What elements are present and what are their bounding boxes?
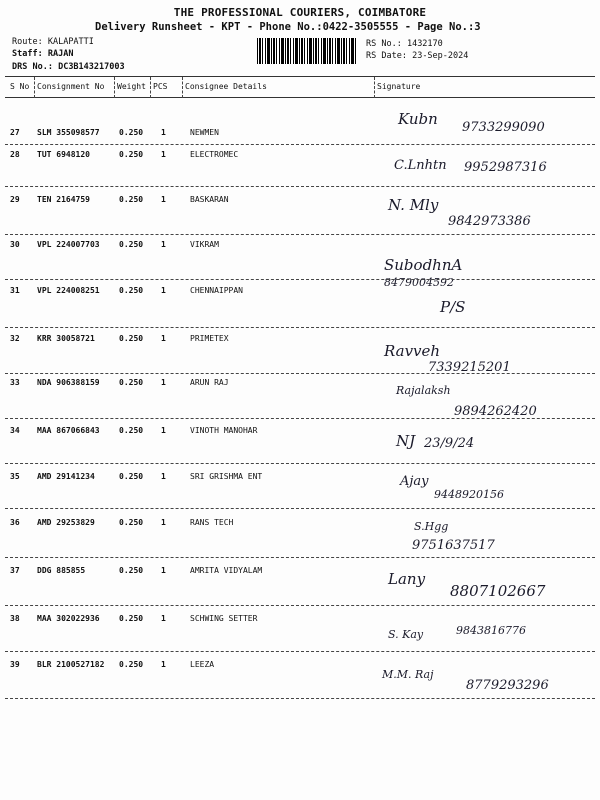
row-consignment-no: TEN 2164759 — [37, 195, 90, 204]
rs-date-info — [366, 51, 468, 61]
row-pcs: 1 — [161, 195, 166, 204]
signature-phone: 9733299090 — [462, 120, 545, 135]
row-consignment-no: VPL 224008251 — [37, 286, 100, 295]
column-divider — [374, 77, 375, 98]
row-sno: 27 — [10, 128, 20, 137]
row-sno: 29 — [10, 195, 20, 204]
row-sno: 34 — [10, 426, 20, 435]
row-consignment-no: MAA 867066843 — [37, 426, 100, 435]
signature-phone: 9751637517 — [412, 538, 495, 553]
rs-no-value: 1432170 — [406, 39, 443, 49]
row-consignment-no: NDA 906388159 — [37, 378, 100, 387]
column-header-weight: Weight — [117, 82, 146, 91]
column-header-consignee: Consignee Details — [185, 82, 267, 91]
row-divider — [5, 186, 595, 187]
row-pcs: 1 — [161, 472, 166, 481]
route-label: Route: — [12, 37, 43, 47]
row-consignee: ELECTROMEC — [190, 150, 239, 159]
row-sno: 31 — [10, 286, 20, 295]
row-consignee: CHENNAIPPAN — [190, 286, 243, 295]
row-weight: 0.250 — [119, 566, 144, 575]
row-pcs: 1 — [161, 240, 166, 249]
row-sno: 38 — [10, 614, 20, 623]
row-consignment-no: AMD 29253829 — [37, 518, 95, 527]
signature-phone: 9842973386 — [448, 214, 531, 229]
row-consignee: AMRITA VIDYALAM — [190, 566, 263, 575]
signature-date: 23/9/24 — [424, 436, 475, 451]
row-weight: 0.250 — [119, 240, 144, 249]
row-divider — [5, 698, 595, 699]
signature: NJ — [396, 432, 416, 450]
row-pcs: 1 — [161, 566, 166, 575]
signature: Ajay — [400, 474, 429, 489]
row-consignment-no: SLM 355098577 — [37, 128, 100, 137]
signature-phone: 9448920156 — [434, 488, 504, 501]
row-pcs: 1 — [161, 334, 166, 343]
signature-phone: 9894262420 — [454, 404, 537, 419]
signature-phone: 8779293296 — [466, 678, 549, 693]
row-pcs: 1 — [161, 150, 166, 159]
row-weight: 0.250 — [119, 614, 144, 623]
row-consignment-no: AMD 29141234 — [37, 472, 95, 481]
row-divider — [5, 144, 595, 145]
row-consignee: RANS TECH — [190, 518, 234, 527]
signature: P/S — [440, 298, 466, 316]
drs-info — [12, 62, 125, 72]
row-sno: 36 — [10, 518, 20, 527]
signature: C.Lnhtn — [394, 158, 447, 173]
row-consignee: PRIMETEX — [190, 334, 229, 343]
row-sno: 39 — [10, 660, 20, 669]
row-weight: 0.250 — [119, 660, 144, 669]
rs-date-label: RS Date: — [366, 51, 407, 61]
row-consignment-no: VPL 224007703 — [37, 240, 100, 249]
row-divider — [5, 508, 595, 509]
row-divider — [5, 605, 595, 606]
signature: Lany — [388, 570, 426, 588]
row-consignee: VIKRAM — [190, 240, 219, 249]
signature: S.Hgg — [414, 520, 449, 533]
row-consignee: LEEZA — [190, 660, 215, 669]
row-divider — [5, 279, 595, 280]
column-header-consignment: Consignment No — [37, 82, 105, 91]
row-consignee: BASKARAN — [190, 195, 229, 204]
row-consignee: NEWMEN — [190, 128, 219, 137]
row-pcs: 1 — [161, 426, 166, 435]
row-divider — [5, 651, 595, 652]
row-pcs: 1 — [161, 128, 166, 137]
row-consignee: VINOTH MANOHAR — [190, 426, 258, 435]
row-divider — [5, 327, 595, 328]
row-consignee: SRI GRISHMA ENT — [190, 472, 263, 481]
signature: N. Mly — [388, 196, 439, 214]
signature: SubodhnA — [384, 256, 463, 274]
barcode — [257, 38, 357, 64]
row-sno: 32 — [10, 334, 20, 343]
row-sno: 35 — [10, 472, 20, 481]
table-header-rule — [5, 97, 595, 98]
row-weight: 0.250 — [119, 286, 144, 295]
row-sno: 33 — [10, 378, 20, 387]
column-header-pcs: PCS — [153, 82, 168, 91]
rs-no-label: RS No.: — [366, 39, 402, 49]
row-divider — [5, 418, 595, 419]
page-title: THE PROFESSIONAL COURIERS, COIMBATORE — [173, 6, 427, 19]
row-divider — [5, 373, 595, 374]
row-weight: 0.250 — [119, 334, 144, 343]
row-weight: 0.250 — [119, 378, 144, 387]
row-consignment-no: DDG 885855 — [37, 566, 86, 575]
column-header-signature: Signature — [377, 82, 421, 91]
drs-label: DRS No.: — [12, 62, 53, 72]
signature: Rajalaksh — [396, 384, 451, 397]
row-pcs: 1 — [161, 660, 166, 669]
row-weight: 0.250 — [119, 150, 144, 159]
signature: S. Kay — [388, 628, 424, 641]
row-consignee: SCHWING SETTER — [190, 614, 258, 623]
row-weight: 0.250 — [119, 426, 144, 435]
column-divider — [114, 77, 115, 98]
runsheet-subtitle: Delivery Runsheet - KPT - Phone No.:0422-3505555 - Page No.:3 — [95, 21, 481, 33]
row-weight: 0.250 — [119, 128, 144, 137]
signature-phone: 9843816776 — [456, 624, 526, 637]
signature: M.M. Raj — [382, 668, 434, 681]
signature-phone: 7339215201 — [428, 360, 511, 375]
table-top-rule — [5, 76, 595, 77]
column-divider — [150, 77, 151, 98]
row-weight: 0.250 — [119, 195, 144, 204]
route-info — [12, 37, 94, 47]
column-header-sno: S No — [10, 82, 30, 91]
row-divider — [5, 234, 595, 235]
signature: Ravveh — [384, 342, 441, 360]
signature-phone: 9952987316 — [464, 160, 547, 175]
route-value: KALAPATTI — [47, 37, 94, 47]
rs-no-info — [366, 39, 443, 49]
drs-value: DC3B143217003 — [58, 62, 125, 72]
staff-label: Staff: — [12, 49, 43, 59]
column-divider — [182, 77, 183, 98]
staff-value: RAJAN — [47, 49, 74, 59]
column-divider — [34, 77, 35, 98]
row-consignment-no: BLR 2100527182 — [37, 660, 105, 669]
row-pcs: 1 — [161, 518, 166, 527]
staff-info — [12, 49, 73, 59]
row-sno: 37 — [10, 566, 20, 575]
row-consignment-no: TUT 6948120 — [37, 150, 90, 159]
row-weight: 0.250 — [119, 472, 144, 481]
signature-phone: 8479004592 — [384, 276, 454, 289]
row-consignment-no: KRR 30058721 — [37, 334, 95, 343]
signature: Kubn — [398, 110, 438, 128]
row-sno: 28 — [10, 150, 20, 159]
row-sno: 30 — [10, 240, 20, 249]
row-divider — [5, 557, 595, 558]
row-consignment-no: MAA 302022936 — [37, 614, 100, 623]
row-pcs: 1 — [161, 286, 166, 295]
row-weight: 0.250 — [119, 518, 144, 527]
row-consignee: ARUN RAJ — [190, 378, 229, 387]
rs-date-value: 23-Sep-2024 — [412, 51, 469, 61]
row-pcs: 1 — [161, 378, 166, 387]
row-pcs: 1 — [161, 614, 166, 623]
row-divider — [5, 463, 595, 464]
signature-phone: 8807102667 — [450, 582, 546, 600]
